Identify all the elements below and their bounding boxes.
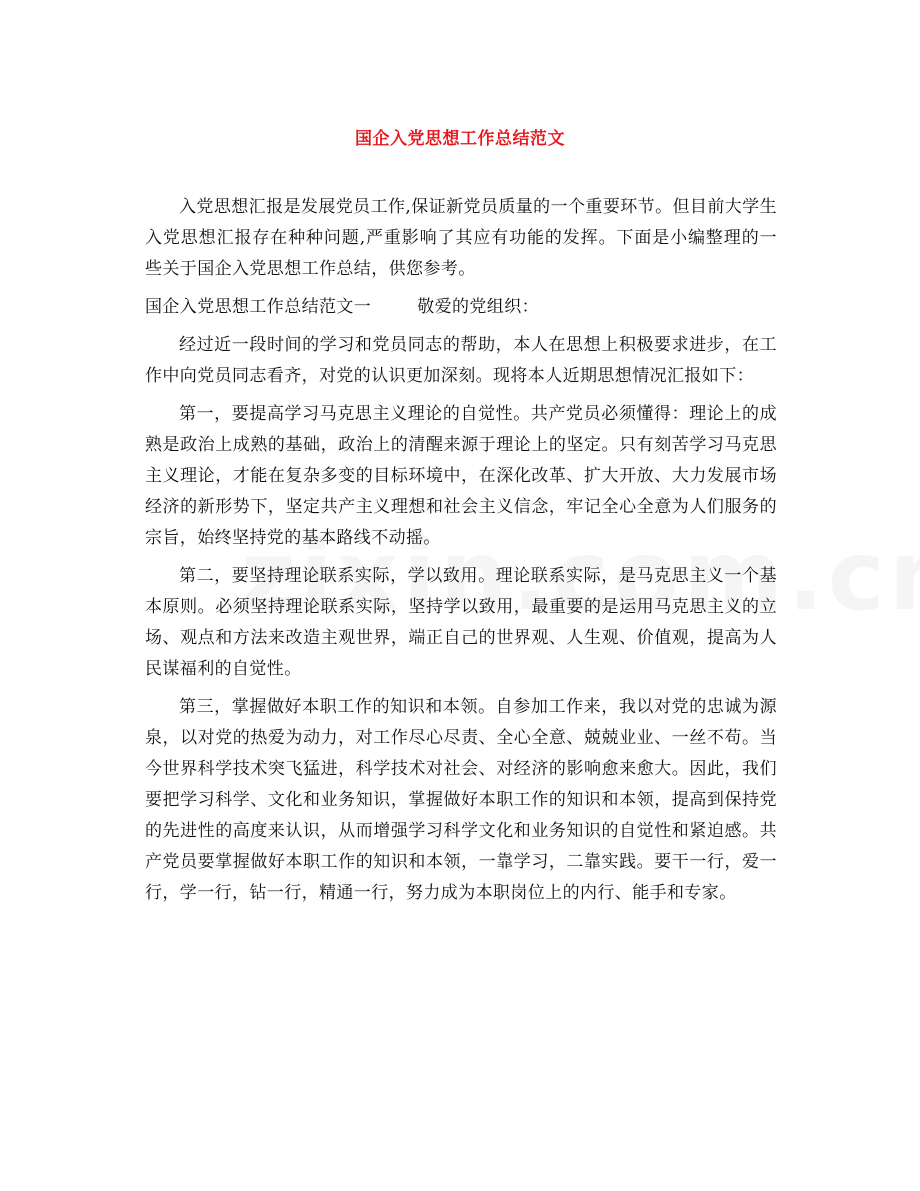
- section-heading: 国企入党思想工作总结范文一: [145, 297, 372, 317]
- document-title: 国企入党思想工作总结范文: [355, 129, 565, 149]
- body-paragraph: 第一，要提高学习马克思主义理论的自觉性。共产党员必须懂得：理论上的成熟是政治上成熟的基础，政治上的清醒来源于理论上的坚定。只有刻苦学习马克思主义理论，才能在复杂多变的目标环境中，在深化改革、扩大开放、大力发展市场经济的新形势下，坚定共产主义理想和社会主义信念，牢记全心全意为人们服务的宗旨，始终坚持党的基本路线不动摇。: [145, 404, 777, 548]
- body-paragraph: 经过近一段时间的学习和党员同志的帮助，本人在思想上积极要求进步，在工作中向党员同志看齐，对党的认识更加深刻。现将本人近期思想情况汇报如下：: [145, 335, 777, 386]
- salutation: 敬爱的党组织：: [417, 297, 540, 317]
- body-paragraph: 第二，要坚持理论联系实际，学以致用。理论联系实际，是马克思主义一个基本原则。必须坚持理论联系实际，坚持学以致用，最重要的是运用马克思主义的立场、观点和方法来改造主观世界，端正自己的世界观、人生观、价值观，提高为人民谋福利的自觉性。: [145, 566, 777, 679]
- document-body: [145, 192, 777, 916]
- section-heading-line: [145, 292, 777, 323]
- body-paragraph: 第三，掌握做好本职工作的知识和本领。自参加工作来，我以对党的忠诚为源泉，以对党的热爱为动力，对工作尽心尽责、全心全意、兢兢业业、一丝不苟。当今世界科学技术突飞猛进，科学技术对社会、对经济的影响愈来愈大。因此，我们要把学习科学、文化和业务知识，掌握做好本职工作的知识和本领，提高到保持党的先进性的高度来认识，从而增强学习科学文化和业务知识的自觉性和紧迫感。共产党员要掌握做好本职工作的知识和本领，一靠学习，二靠实践。要干一行，爱一行，学一行，钻一行，精通一行，努力成为本职岗位上的内行、能手和专家。: [145, 697, 777, 903]
- intro-paragraph: 入党思想汇报是发展党员工作,保证新党员质量的一个重要环节。但目前大学生入党思想汇报存在种种问题,严重影响了其应有功能的发挥。下面是小编整理的一些关于国企入党思想工作总结，供您参考。: [145, 197, 777, 279]
